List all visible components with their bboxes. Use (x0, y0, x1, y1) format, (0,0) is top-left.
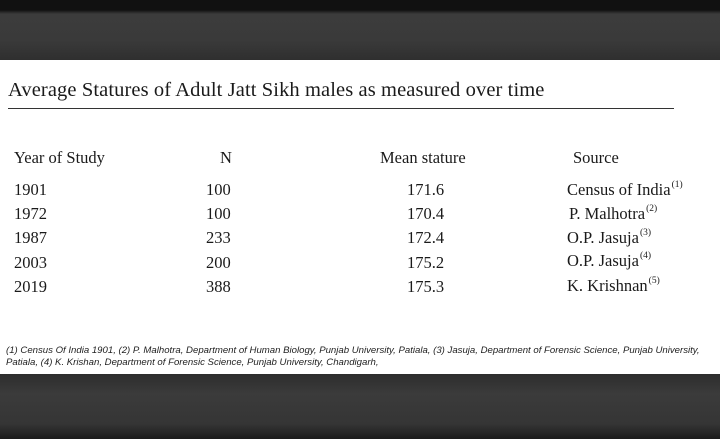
title-underline (8, 108, 674, 109)
cell-source: Census of India$^{(1)}$ (567, 180, 683, 199)
header-year: Year of Study (14, 148, 105, 167)
cell-source: O.P. Jasuja$^{(3)}$ (567, 228, 652, 247)
cell-mean: 171.6 (407, 180, 445, 199)
cell-year: 1987 (14, 228, 47, 247)
cell-n: 100 (206, 204, 231, 223)
cell-n: 233 (206, 228, 231, 247)
header-source: Source (573, 148, 619, 167)
cell-mean: 172.4 (407, 228, 445, 247)
cell-year: 2019 (14, 277, 47, 296)
cell-n: 388 (206, 277, 231, 296)
window-frame-bottom (0, 374, 720, 439)
cell-n: 100 (206, 180, 231, 199)
cell-source: K. Krishnan$^{(5)}$ (567, 276, 660, 295)
slide-title: Average Statures of Adult Jatt Sikh males as measured over time (8, 79, 545, 101)
cell-mean: 175.3 (407, 277, 445, 296)
cell-year: 1972 (14, 204, 47, 223)
cell-source: O.P. Jasuja$^{(4)}$ (567, 251, 652, 270)
cell-year: 2003 (14, 253, 47, 272)
window-frame-top (0, 0, 720, 60)
cell-mean: 170.4 (407, 204, 445, 223)
slide (0, 60, 720, 374)
cell-mean: 175.2 (407, 253, 445, 272)
footnote: (1) Census Of India 1901, (2) P. Malhotra, Department of Human Biology, Punjab University, Patiala, (3) Jasuja, Department of Forensic Science, Punjab University, Patiala, (4) K. Krishan, Department of Forensic Science, Punjab University, Chandigarh, (6, 345, 700, 368)
cell-year: 1901 (14, 180, 47, 199)
cell-source: P. Malhotra$^{(2)}$ (569, 204, 658, 223)
cell-n: 200 (206, 253, 231, 272)
header-n: N (220, 148, 232, 167)
header-mean-stature: Mean stature (380, 148, 466, 167)
